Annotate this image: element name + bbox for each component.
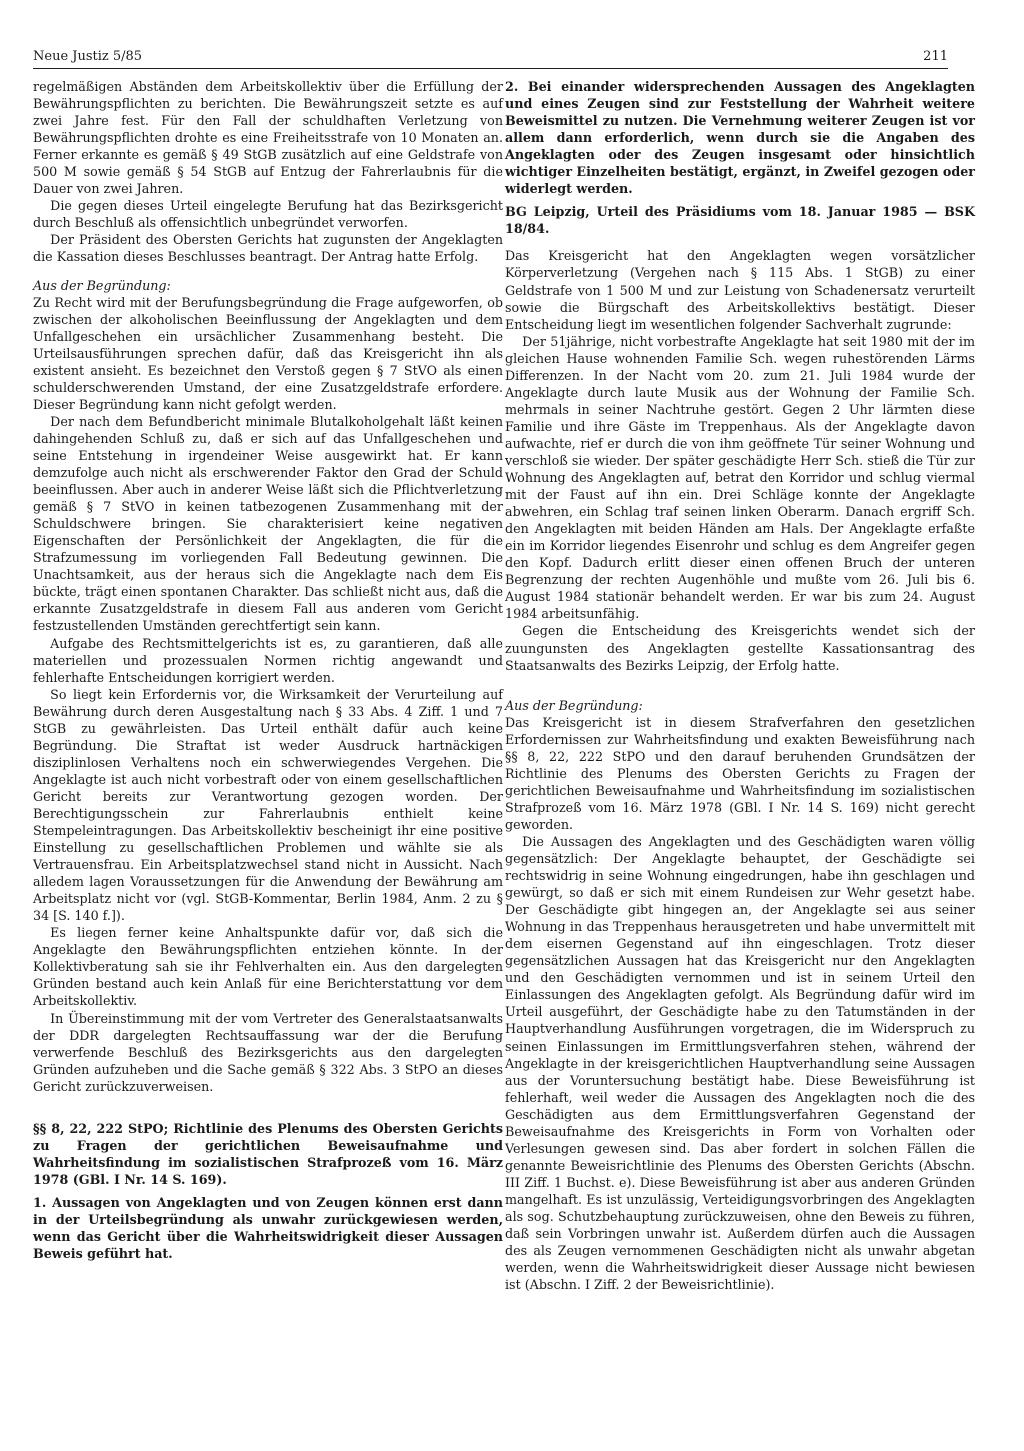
section-heading: Aus der Begründung: (33, 277, 171, 293)
paragraph: Der Präsident des Obersten Gerichts hat zugunsten der Angeklagten die Kassation dieses Beschlusses beantragt. Der Antrag hatte Erfolg. (33, 232, 503, 265)
headnote-1: 1. Aussagen von Angeklagten und von Zeugen können erst dann in der Urteilsbegründung als unwahr zurückgewiesen werden, wenn das Gericht über die Wahrheitswidrigkeit dieser Aussagen Beweis geführt hat. (33, 1194, 503, 1262)
paragraph: Zu Recht wird mit der Berufungsbegründung die Frage aufgeworfen, ob zwischen der alkoholischen Beeinflussung der Angeklagten und dem Unfallgeschehen ein ursächlicher Zusammenhang besteht. Die Urteilsausführungen sprechen dafür, daß das Kreisgericht ihn als existent ansieht. Es bezeichnet den Verstoß gegen § 7 StVO als einen schulderschwerenden Umstand, der eine Zusatzgeldstrafe erfordere. Dieser Begründung kann nicht gefolgt werden. (33, 294, 503, 412)
section-heading: Aus der Begründung: (505, 697, 643, 713)
page-header (33, 46, 948, 69)
court-reference: BG Leipzig, Urteil des Präsidiums vom 18. Januar 1985 — BSK 18/84. (505, 204, 975, 237)
paragraph: Das Kreisgericht ist in diesem Strafverfahren den gesetzlichen Erfordernissen zur Wahrheitsfindung und exakten Beweisführung nach §§ 8, 22, 222 StPO und den darauf beruhenden Grundsätzen der Richtlinie des Plenums des Obersten Gerichts zu Fragen der gerichtlichen Beweisaufnahme und Wahrheitsfindung im sozialistischen Strafprozeß vom 16. März 1978 (GBl. I Nr. 14 S. 169) nicht gerecht geworden. (505, 714, 975, 832)
spacer (505, 237, 975, 247)
paragraph: So liegt kein Erfordernis vor, die Wirksamkeit der Verurteilung auf Bewährung durch deren Ausgestaltung nach § 33 Abs. 4 Ziff. 1 und 7 StGB zu gewährleisten. Das Urteil enthält dafür auch keine Begründung. Die Straftat ist weder Ausdruck hartnäckigen disziplinlosen Verhaltens noch ein schwerwiegendes Vergehen. Die Angeklagte ist auch nicht vorbestraft oder von einem gesellschaftlichen Gericht bereits zur Verantwortung gezogen worden. Der Berechtigungsschein zur Fahrerlaubnis enthielt keine Stempeleintragungen. Das Arbeitskollektiv bescheinigt ihr eine positive Einstellung zu gesellschaftlichen Problemen und wählte sie als Vertrauensfrau. Ein Arbeitsplatzwechsel stand nicht in Aussicht. Nach alledem lagen Voraussetzungen für die Anwendung der Bewährung am Arbeitsplatz nicht vor (vgl. StGB-Kommentar, Berlin 1984, Anm. 2 zu § 34 [S. 140 f.]). (33, 686, 503, 924)
paragraph: Die Aussagen des Angeklagten und des Geschädigten waren völlig gegensätzlich: Der Angeklagte behauptet, der Geschädigte sei rechtswidrig in seine Wohnung eingedrungen, habe ihn geschlagen und gewürgt, so daß er sich mit einem Rundeisen zur Wehr gesetzt habe. Der Geschädigte gibt hingegen an, der Angeklagte sei aus seiner Wohnung in das Treppenhaus herausgetreten und habe unvermittelt mit dem eisernen Gegenstand auf ihn eingeschlagen. Trotz dieser gegensätzlichen Aussagen hat das Kreisgericht nur den Angeklagten und den Geschädigten vernommen und ist in seinem Urteil den Einlassungen des Angeklagten gefolgt. Als Begründung dafür wird im Urteil ausgeführt, der Geschädigte habe zu den Tatumständen in der Hauptverhandlung Ausführungen vorgetragen, die im Widerspruch zu seinen Einlassungen im Ermittlungsverfahren stehen, während der Angeklagte in der kreisgerichtlichen Hauptverhandlung seine Aussagen aus der Voruntersuchung bestätigt habe. Diese Beweisführung ist fehlerhaft, weil weder die Aussagen des Angeklagten noch die des Geschädigten aus dem Ermittlungsverfahren Gegenstand der Beweisaufnahme des Kreisgerichts in Form von Vorhalten oder Verlesungen gewesen sind. Das aber fordert in solchen Fällen die genannte Beweisrichtlinie des Plenums des Obersten Gerichts (Abschn. III Ziff. 1 Buchst. e). Diese Beweisführung ist aber aus anderen Gründen mangelhaft. Es ist unzulässig, Verteidigungsvorbringen des Angeklagten als sog. Schutzbehauptung zurückzuweisen, ohne den Beweis zu führen, daß sein Vorbringen unwahr ist. Außerdem dürfen auch die Aussagen des als Zeugen vernommenen Geschädigten nicht als unwahr abgetan werden, wenn die Wahrheitswidrigkeit dieser Aussage nicht bewiesen ist (Abschn. I Ziff. 2 der Beweisrichtlinie). (505, 833, 975, 1293)
paragraph: Gegen die Entscheidung des Kreisgerichts wendet sich der zuungunsten des Angeklagten gestellte Kassationsantrag des Staatsanwalts des Bezirks Leipzig, der Erfolg hatte. (505, 623, 975, 673)
left-column (33, 78, 503, 1262)
spacer (505, 674, 975, 686)
paragraph: Die gegen dieses Urteil eingelegte Berufung hat das Bezirksgericht durch Beschluß als offensichtlich unbegründet verworfen. (33, 198, 503, 231)
paragraph: Es liegen ferner keine Anhaltspunkte dafür vor, daß sich die Angeklagte den Bewährungspflichten entziehen könnte. In der Kollektivberatung sah sie ihr Fehlverhalten ein. Aus den dargelegten Gründen bestand auch kein Anlaß für eine Berichterstattung vor dem Arbeitskollektiv. (33, 925, 503, 1009)
headnote-2: 2. Bei einander widersprechenden Aussagen des Angeklagten und eines Zeugen sind zur Feststellung der Wahrheit weitere Beweismittel zu nutzen. Die Vernehmung weiterer Zeugen ist vor allem dann erforderlich, wenn durch sie die Angaben des Angeklagten oder des Zeugen insgesamt oder hinsichtlich wichtiger Einzelheiten bestätigt, ergänzt, in Zweifel gezogen oder widerlegt werden. (505, 79, 975, 197)
statute-reference: §§ 8, 22, 222 StPO; Richtlinie des Plenums des Obersten Gerichts zu Fragen der gerichtlichen Beweisaufnahme und Wahrheitsfindung im sozialistischen Strafprozeß vom 16. März 1978 (GBl. I Nr. 14 S. 169). (33, 1120, 503, 1187)
paragraph: Aufgabe des Rechtsmittelgerichts ist es, zu garantieren, daß alle materiellen und prozessualen Normen richtig angewandt und fehlerhafte Entscheidungen korrigiert werden. (33, 635, 503, 685)
paragraph: In Übereinstimmung mit der vom Vertreter des Generalstaatsanwalts der DDR dargelegten Rechtsauffassung war der die Berufung verwerfende Beschluß des Bezirksgerichts aus den dargelegten Gründen aufzuheben und die Sache gemäß § 322 Abs. 3 StPO an dieses Gericht zurückzuverweisen. (33, 1010, 503, 1094)
paragraph: Der 51jährige, nicht vorbestrafte Angeklagte hat seit 1980 mit der im gleichen Hause wohnenden Familie Sch. wegen ruhestörenden Lärms Differenzen. In der Nacht vom 20. zum 21. Juli 1984 wurde der Angeklagte durch laute Musik aus der Wohnung der Familie Sch. mehrmals in seiner Nachtruhe gestört. Gegen 2 Uhr lärmten diese Familie und ihre Gäste im Treppenhaus. Als der Angeklagte davon aufwachte, rief er durch die von ihm geöffnete Tür seiner Wohnung und verschloß sie wieder. Der später geschädigte Herr Sch. stieß die Tür zur Wohnung des Angeklagten auf, betrat den Korridor und schlug viermal mit der Faust auf ihn ein. Drei Schläge konnte der Angeklagte abwehren, ein Schlag traf seinen linken Oberarm. Danach ergriff Sch. den Angeklagten mit beiden Händen am Hals. Der Angeklagte erfaßte ein im Korridor liegendes Eisenrohr und schlug es dem Angreifer gegen den Kopf. Dadurch erlitt dieser einen offenen Bruch der unteren Begrenzung der rechten Augenhöhle und mußte vom 26. Juli bis 6. August 1984 stationär behandelt werden. Er war bis zum 24. August 1984 arbeitsunfähig. (505, 333, 975, 622)
paragraph: regelmäßigen Abständen dem Arbeitskollektiv über die Erfüllung der Bewährungspflichten zu berichten. Die Bewährungszeit setzte es auf zwei Jahre fest. Für den Fall der schuldhaften Verletzung von Bewährungspflichten drohte es eine Freiheitsstrafe von 10 Monaten an. Ferner erkannte es gemäß § 49 StGB zusätzlich auf eine Geldstrafe von 500 M sowie gemäß § 54 StGB auf Entzug der Fahrerlaubnis für die Dauer von zwei Jahren. (33, 79, 503, 197)
paragraph: Das Kreisgericht hat den Angeklagten wegen vorsätzlicher Körperverletzung (Vergehen nach § 115 Abs. 1 StGB) zu einer Geldstrafe von 1 500 M und zur Leistung von Schadenersatz verurteilt sowie die Bürgschaft des Arbeitskollektivs bestätigt. Dieser Entscheidung liegt im wesentlichen folgender Sachverhalt zugrunde: (505, 248, 975, 332)
spacer (33, 1095, 503, 1120)
journal-title: Neue Justiz 5/85 (33, 49, 143, 64)
right-column (505, 78, 975, 1293)
page-number: 211 (923, 49, 948, 64)
paragraph: Der nach dem Befundbericht minimale Blutalkoholgehalt läßt keinen dahingehenden Schluß zu, daß er sich auf das Unfallgeschehen und seine Entstehung in irgendeiner Weise ausgewirkt hat. Er kann demzufolge auch nicht als erschwerender Faktor den Grad der Schuld beeinflussen. Aber auch in anderer Weise läßt sich die Pflichtverletzung gemäß § 7 StVO in keinen tatbezogenen Zusammenhang mit der Schuldschwere bringen. Sie charakterisiert keine negativen Eigenschaften der Persönlichkeit der Angeklagten, die für die Strafzumessung im vorliegenden Fall Bedeutung gewinnen. Die Unachtsamkeit, aus der heraus sich die Angeklagte nach dem Eis bückte, trägt einen spontanen Charakter. Das schließt nicht aus, daß die erkannte Zusatzgeldstrafe in diesem Fall aus anderen vom Gericht festzustellenden Umständen gerechtfertigt sein kann. (33, 413, 503, 634)
